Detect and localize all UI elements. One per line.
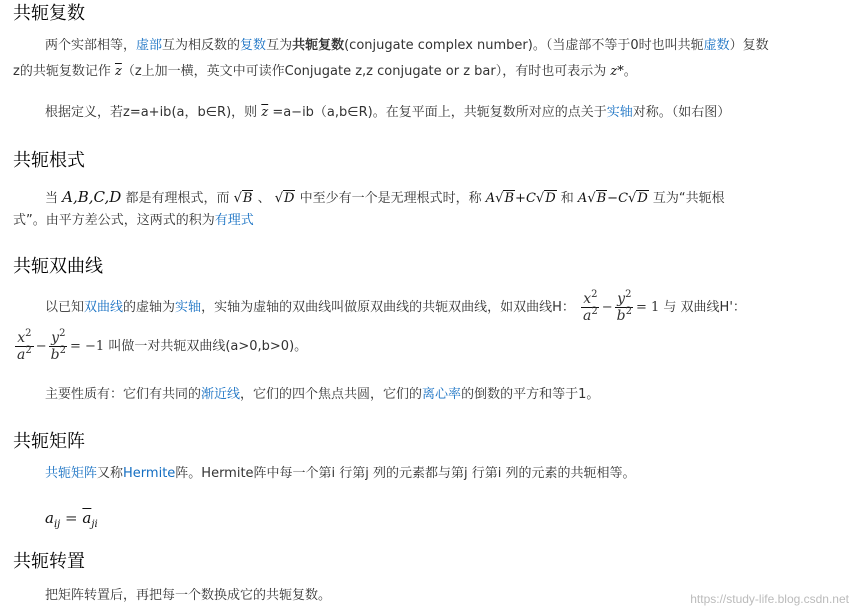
text: z的共轭复数记作 bbox=[13, 64, 111, 79]
text: 与 双曲线H'： bbox=[663, 300, 746, 315]
paragraph-conjugate-complex-line2 bbox=[13, 62, 637, 83]
paragraph-conjugate-matrix bbox=[45, 464, 636, 485]
text: 、 bbox=[257, 191, 271, 206]
text: 当 bbox=[45, 191, 59, 206]
paragraph-hyperbola-properties bbox=[45, 385, 599, 406]
paragraph-definition bbox=[45, 103, 730, 124]
heading-conjugate-complex: 共轭复数 bbox=[13, 3, 85, 24]
link-hermite[interactable]: Hermite bbox=[123, 466, 176, 481]
formula-z-bar: $\overline{z}$ bbox=[261, 105, 269, 120]
text: 的虚轴为 bbox=[123, 300, 176, 315]
text: 主要性质有：它们有共同的 bbox=[45, 387, 202, 402]
text: 阵。Hermite阵中每一个第i 行第j 列的元素都与第j 行第i 列的元素的共轭相等。 bbox=[175, 466, 636, 481]
formula-z-star: z* bbox=[610, 64, 624, 79]
heading-conjugate-transpose: 共轭转置 bbox=[13, 551, 85, 572]
link-real-axis[interactable]: 实轴 bbox=[175, 300, 202, 315]
text: 以已知 bbox=[45, 300, 85, 315]
formula-hermite-element: $a_{ij} = \overline{a}_{ji}$ bbox=[45, 509, 98, 530]
text: 叫做一对共轭双曲线(a>0,b>0)。 bbox=[108, 339, 308, 354]
formula-hyperbola-h-prime: $\frac{x^2}{a^2}$ − $\frac{y^2}{b^2}$ = −1 bbox=[17, 328, 105, 363]
text: 互为相反数的 bbox=[162, 38, 241, 53]
text: 两个实部相等， bbox=[45, 38, 137, 53]
link-conjugate-matrix[interactable]: 共轭矩阵 bbox=[45, 466, 98, 481]
heading-conjugate-matrix: 共轭矩阵 bbox=[13, 431, 85, 452]
text: 根据定义，若z=a+ib(a，b∈R)，则 bbox=[45, 105, 258, 120]
text: =a−ib（a,b∈R)。在复平面上，共轭复数所对应的点关于 bbox=[272, 105, 607, 120]
bold-term: 共轭复数 bbox=[292, 38, 345, 53]
text: 和 bbox=[560, 191, 574, 206]
formula-hyperbola-h: $\frac{x^2}{a^2}$ − $\frac{y^2}{b^2}$ = 1 bbox=[582, 289, 660, 324]
link-hyperbola[interactable]: 双曲线 bbox=[84, 300, 124, 315]
watermark: https://study-life.blog.csdn.net bbox=[690, 591, 849, 606]
text: ，它们的四个焦点共圆，它们的 bbox=[240, 387, 423, 402]
text: ）复数 bbox=[729, 38, 769, 53]
link-asymptote[interactable]: 渐近线 bbox=[201, 387, 241, 402]
text: (conjugate complex number)。（当虚部不等于0时也叫共轭 bbox=[344, 38, 704, 53]
link-rational-expression[interactable]: 有理式 bbox=[214, 213, 254, 228]
link-complex-number[interactable]: 复数 bbox=[240, 38, 267, 53]
text: 的倒数的平方和等于1。 bbox=[461, 387, 600, 402]
text: 对称。（如右图） bbox=[632, 105, 731, 120]
formula-sqrt-d: √D bbox=[274, 191, 295, 206]
text: 互为“共轭根 bbox=[652, 191, 725, 206]
formula-variables: A,B,C,D bbox=[62, 188, 122, 206]
paragraph-conjugate-radical-line1 bbox=[45, 185, 725, 210]
text: 都是有理根式，而 bbox=[125, 191, 230, 206]
paragraph-conjugate-hyperbola-line2 bbox=[13, 327, 307, 367]
formula-sqrt-b: √B bbox=[233, 191, 253, 206]
paragraph-conjugate-complex-line1 bbox=[45, 36, 769, 57]
link-real-axis[interactable]: 实轴 bbox=[606, 105, 633, 120]
text: 互为 bbox=[266, 38, 293, 53]
formula-z-bar: $\overline{z}$ bbox=[114, 64, 122, 79]
formula-diff-radical: A√B−C√D bbox=[577, 191, 648, 206]
link-imaginary-number[interactable]: 虚数 bbox=[703, 38, 730, 53]
paragraph-conjugate-hyperbola-line1 bbox=[45, 288, 746, 328]
paragraph-conjugate-radical-line2 bbox=[13, 211, 254, 232]
link-eccentricity[interactable]: 离心率 bbox=[422, 387, 462, 402]
paragraph-conjugate-transpose: 把矩阵转置后，再把每一个数换成它的共轭复数。 bbox=[45, 588, 332, 603]
text: （z上加一横，英文中可读作Conjugate z,z conjugate or z bar），有时也可表示为 bbox=[121, 64, 607, 79]
heading-conjugate-hyperbola: 共轭双曲线 bbox=[13, 256, 103, 277]
heading-conjugate-radical: 共轭根式 bbox=[13, 150, 85, 171]
text: 中至少有一个是无理根式时，称 bbox=[299, 191, 482, 206]
text: 。 bbox=[623, 64, 637, 79]
formula-sum-radical: A√B+C√D bbox=[485, 191, 556, 206]
text: ，实轴为虚轴的双曲线叫做原双曲线的共轭双曲线，如双曲线H： bbox=[201, 300, 575, 315]
link-imaginary-part[interactable]: 虚部 bbox=[136, 38, 163, 53]
text: 又称 bbox=[97, 466, 124, 481]
text: 式”。由平方差公式，这两式的积为 bbox=[13, 213, 215, 228]
